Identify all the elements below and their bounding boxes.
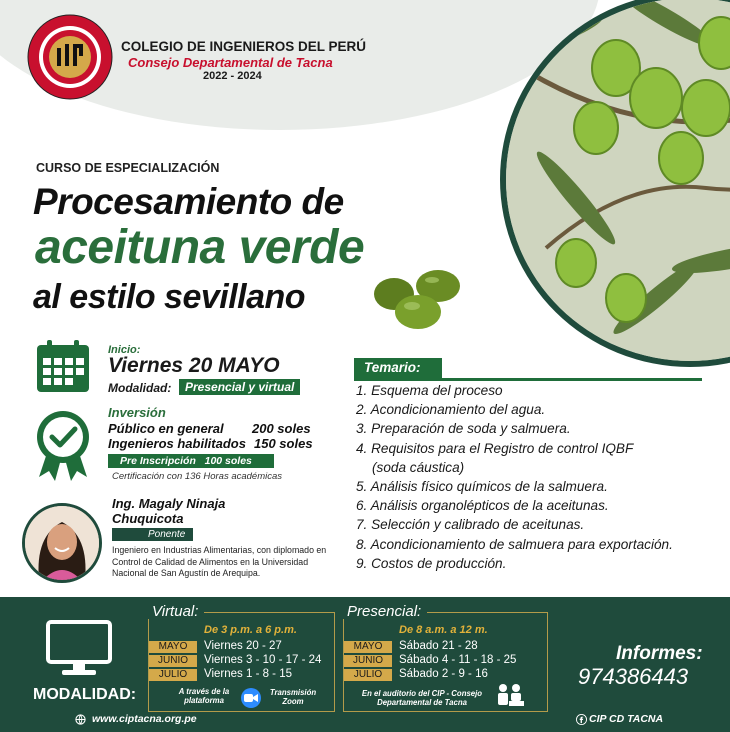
- cip-logo: [27, 14, 113, 100]
- topic-item: 4. Requisitos para el Registro de control IQBF: [356, 440, 634, 456]
- preinscription-bar: Pre Inscripción 100 soles: [108, 454, 274, 468]
- days-label: Sábado 21 - 28: [399, 640, 478, 652]
- presencial-note: En el auditorio del CIP - Consejo Departamental de Tacna: [361, 689, 483, 707]
- virtual-row: [149, 653, 321, 667]
- price-row-general: Público en general: [108, 421, 224, 436]
- month-label: JUNIO: [344, 655, 392, 667]
- virtual-note: A través de la plataforma: [178, 687, 230, 705]
- price-row-engineers: Ingenieros habilitados: [108, 436, 246, 451]
- days-label: Sábado 2 - 9 - 16: [399, 668, 488, 680]
- info-label: Informes:: [616, 643, 703, 664]
- month-label: JULIO: [149, 669, 197, 681]
- virtual-row: [149, 667, 321, 681]
- topic-item: 9. Costos de producción.: [356, 555, 507, 571]
- topic-item: 6. Análisis organolépticos de la aceitunas.: [356, 498, 609, 514]
- monitor-icon: [46, 620, 112, 678]
- modality-label: Modalidad:: [108, 381, 172, 395]
- certification-note: Certificación con 136 Horas académicas: [112, 471, 283, 482]
- speaker-name: Ing. Magaly Ninaja Chuquicota: [112, 496, 226, 526]
- calendar-icon: [35, 338, 91, 394]
- temario-list: [356, 381, 728, 573]
- presencial-row: [344, 639, 516, 653]
- title-line-1: Procesamiento de: [33, 181, 344, 222]
- audience-icon: [494, 683, 526, 707]
- presencial-row: [344, 653, 516, 667]
- zoom-icon: [241, 688, 261, 708]
- start-label: Inicio:: [108, 344, 141, 356]
- month-label: JULIO: [344, 669, 392, 681]
- topic-item-continuation: (soda cáustica): [372, 459, 465, 475]
- title-line-3: al estilo sevillano: [33, 278, 306, 316]
- presencial-title: Presencial:: [343, 605, 427, 619]
- days-label: Viernes 3 - 10 - 17 - 24: [204, 654, 322, 666]
- website-link[interactable]: www.ciptacna.org.pe: [92, 713, 197, 725]
- virtual-row: [149, 639, 321, 653]
- virtual-schedule-box: [148, 603, 335, 712]
- virtual-time: De 3 p.m. a 6 p.m.: [204, 624, 297, 636]
- medal-check-icon: [35, 409, 91, 481]
- price-general: 200 soles: [252, 421, 311, 436]
- globe-icon: [75, 714, 86, 725]
- speaker-bio: Ingeniero en Industrias Alimentarias, con diplomado en Control de Calidad de Alimentos en la Universidad Nacional de San Agustín de Arequipa.: [112, 545, 327, 578]
- presencial-schedule-box: [343, 603, 548, 712]
- topic-item: 5. Análisis físico químicos de la salmuera.: [356, 479, 608, 495]
- speaker-avatar: [22, 503, 102, 583]
- title-line-2: aceituna verde: [35, 221, 365, 274]
- facebook-link[interactable]: CIP CD TACNA: [589, 713, 664, 725]
- price-engineers: 150 soles: [254, 436, 313, 451]
- speaker-role: Ponente: [112, 528, 193, 541]
- topic-item: 2. Acondicionamiento del agua.: [356, 402, 546, 418]
- days-label: Sábado 4 - 11 - 18 - 25: [399, 654, 517, 666]
- topic-item: 8. Acondicionamiento de salmuera para exportación.: [356, 536, 673, 552]
- period: 2022 - 2024: [203, 70, 262, 82]
- org-name: COLEGIO DE INGENIEROS DEL PERÚ: [121, 39, 367, 54]
- temario-label: Temario:: [354, 358, 442, 378]
- topic-item: 7. Selección y calibrado de aceitunas.: [356, 517, 585, 533]
- modality-title: MODALIDAD:: [33, 686, 137, 703]
- modality-value: Presencial y virtual: [179, 379, 300, 395]
- topic-item: 3. Preparación de soda y salmuera.: [356, 421, 571, 437]
- investment-label: Inversión: [108, 405, 166, 420]
- days-label: Viernes 1 - 8 - 15: [204, 668, 293, 680]
- presencial-row: [344, 667, 516, 681]
- olives-illustration: [372, 268, 464, 332]
- presencial-time: De 8 a.m. a 12 m.: [399, 624, 488, 636]
- council-name: Consejo Departamental de Tacna: [128, 55, 333, 70]
- topic-item: 1. Esquema del proceso: [356, 383, 503, 398]
- month-label: JUNIO: [149, 655, 197, 667]
- start-date: Viernes 20 MAYO: [108, 354, 280, 377]
- facebook-icon: [576, 714, 587, 725]
- course-type: CURSO DE ESPECIALIZACIÓN: [36, 161, 220, 175]
- month-label: MAYO: [344, 641, 392, 653]
- virtual-title: Virtual:: [148, 605, 204, 619]
- zoom-label: Transmisión Zoom: [269, 688, 317, 706]
- info-phone[interactable]: 974386443: [578, 664, 689, 689]
- month-label: MAYO: [149, 641, 197, 653]
- days-label: Viernes 20 - 27: [204, 640, 282, 652]
